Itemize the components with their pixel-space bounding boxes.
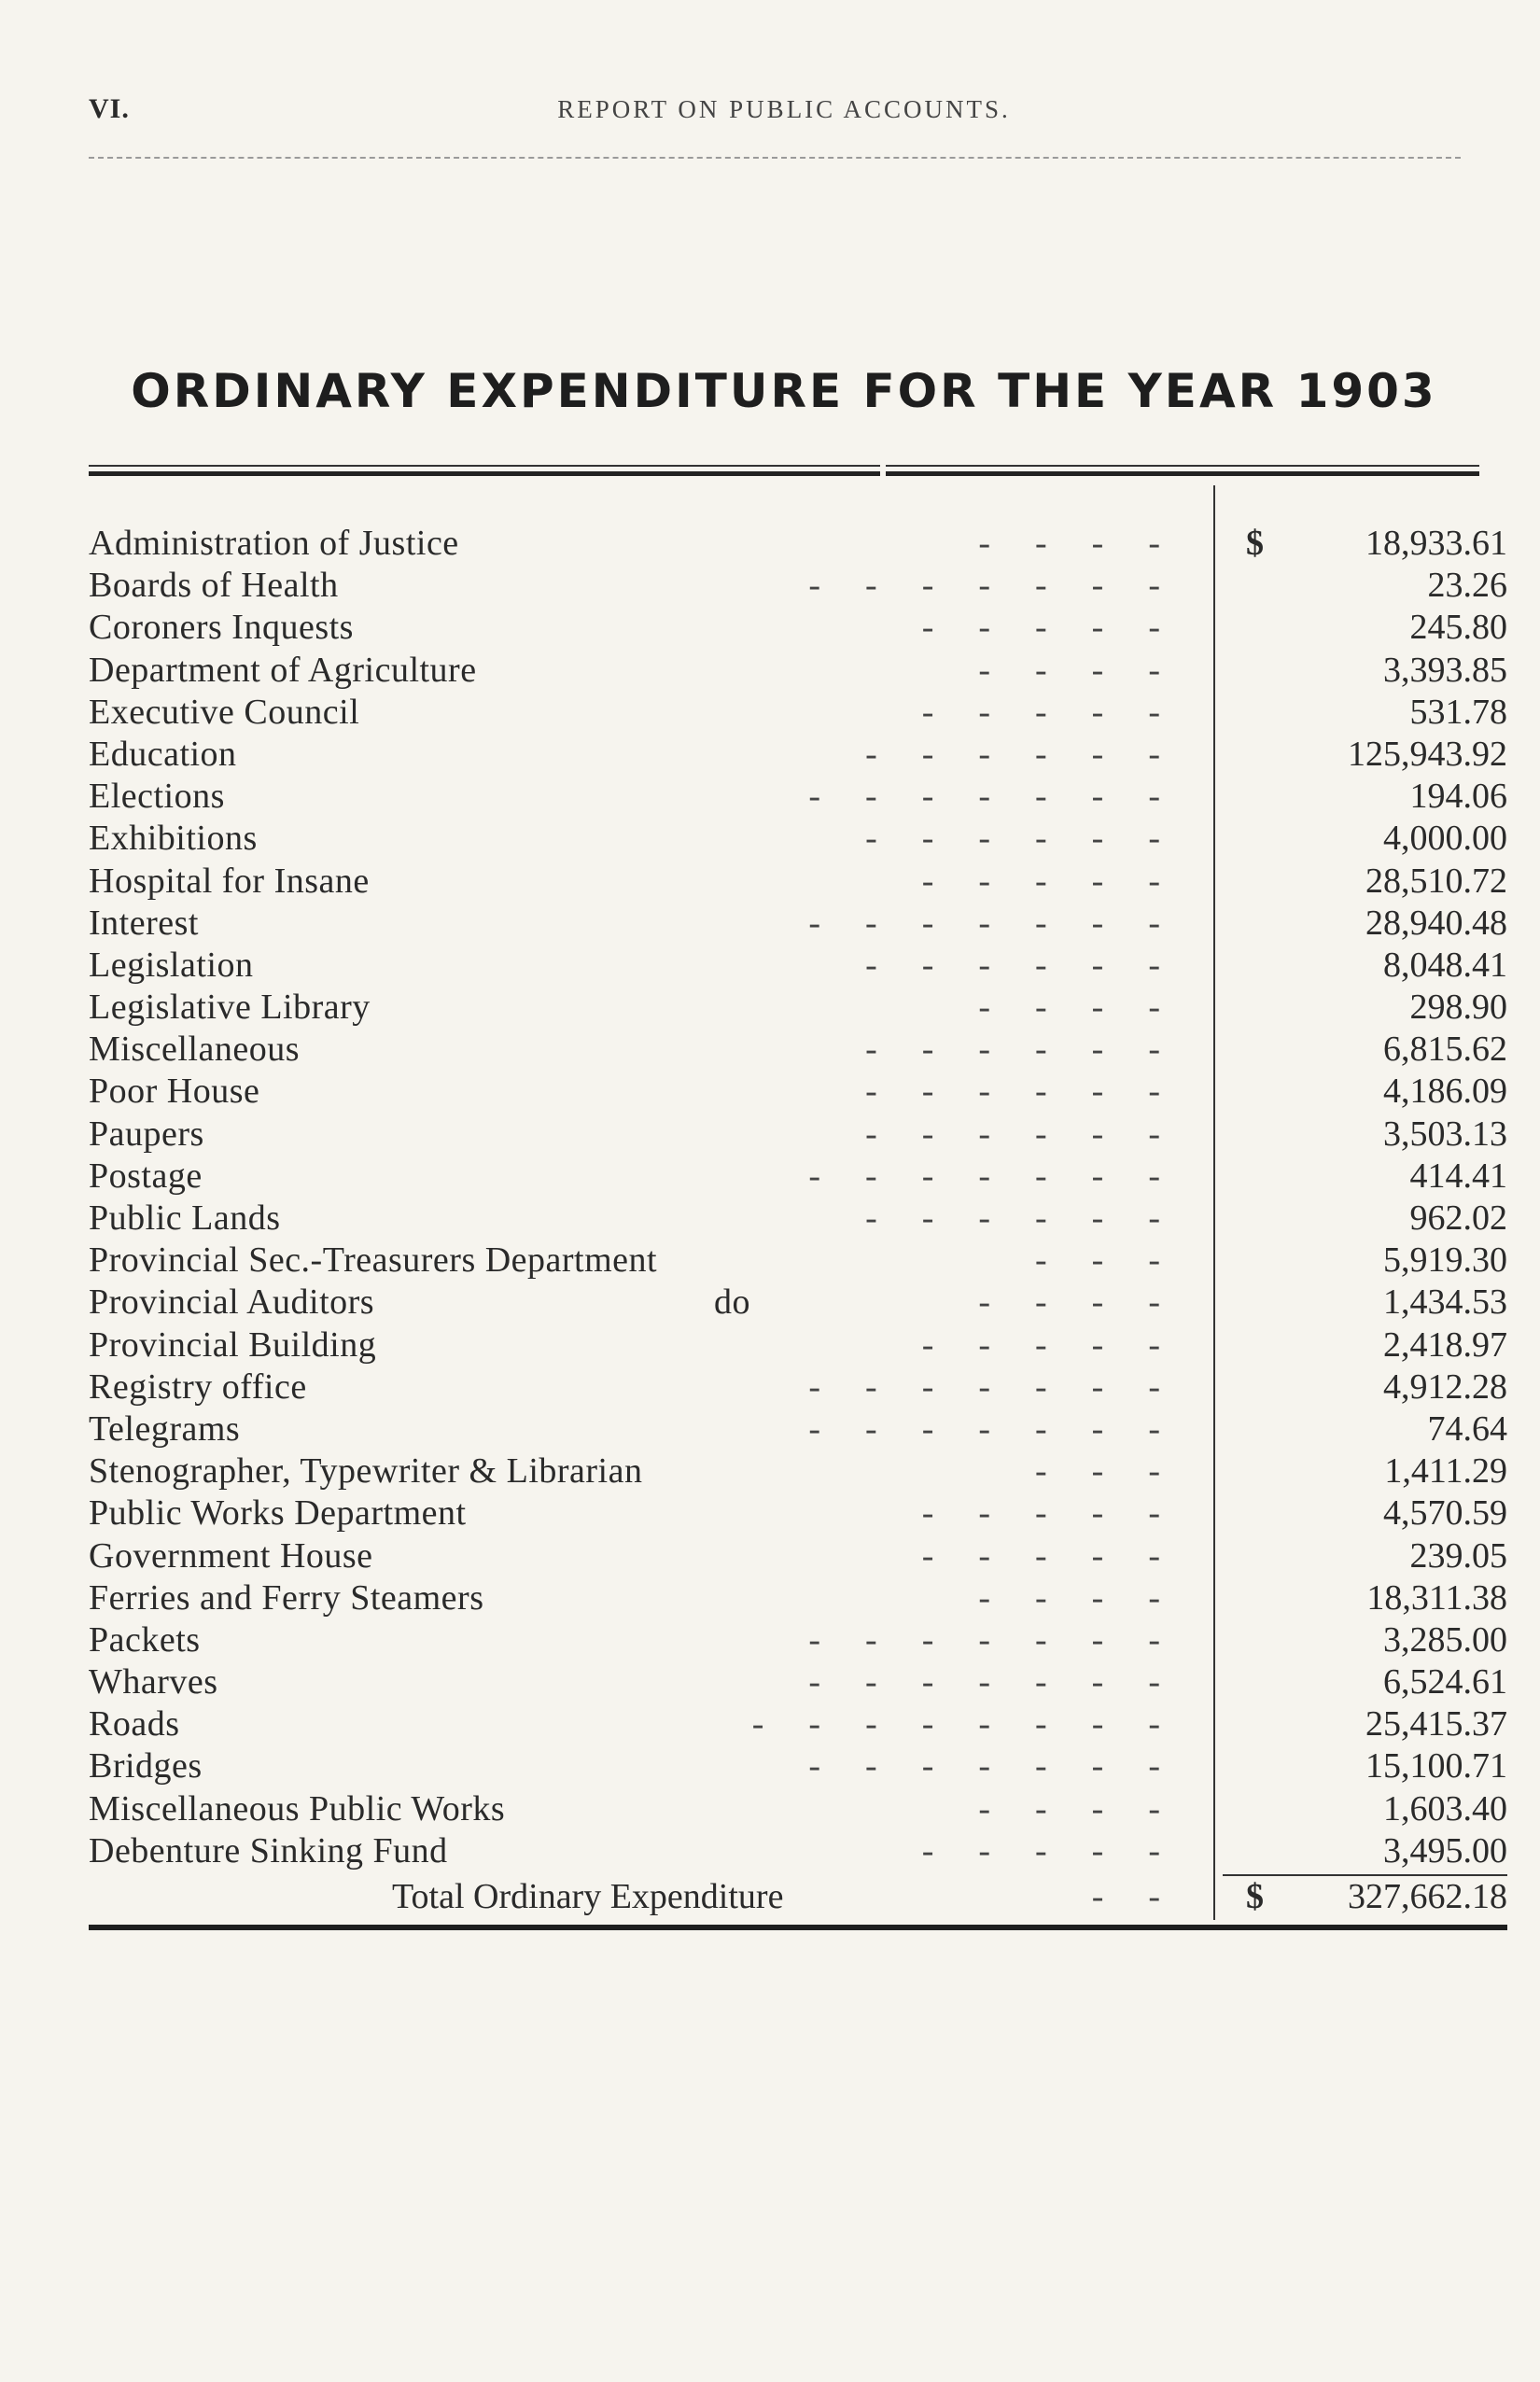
- row-label: Miscellaneous Public Works: [89, 1788, 506, 1829]
- row-amount: 531.78: [1409, 692, 1507, 732]
- table-row: [89, 1745, 1507, 1787]
- leader-dashes: - - - -: [978, 650, 1162, 690]
- table-row: [89, 1156, 1507, 1198]
- leader-dashes: - - - - -: [921, 608, 1162, 648]
- row-amount: 1,603.40: [1383, 1788, 1507, 1829]
- table-row: [89, 1661, 1507, 1703]
- leader-dashes: - - - -: [978, 1577, 1162, 1618]
- table-row: [89, 987, 1507, 1029]
- row-amount: 2,418.97: [1383, 1324, 1507, 1365]
- table-row: [89, 1619, 1507, 1661]
- row-label: Paupers: [89, 1114, 204, 1154]
- row-label: Government House: [89, 1535, 373, 1576]
- leader-dashes: - - - - - -: [865, 819, 1162, 859]
- row-amount: 125,943.92: [1348, 734, 1507, 774]
- leader-dashes: - - - - - - -: [808, 566, 1162, 606]
- table-row: [89, 945, 1507, 987]
- row-amount: 3,503.13: [1383, 1114, 1507, 1154]
- row-label: Public Works Department: [89, 1493, 467, 1534]
- row-label: Miscellaneous: [89, 1030, 301, 1070]
- leader-dashes: - - - -: [978, 988, 1162, 1028]
- leader-dashes: - - - - -: [921, 692, 1162, 732]
- row-amount: 3,393.85: [1383, 650, 1507, 690]
- row-label: Ferries and Ferry Steamers: [89, 1577, 484, 1618]
- leader-dashes: - - - - -: [921, 1324, 1162, 1365]
- total-label: Total Ordinary Expenditure: [392, 1877, 784, 1916]
- row-amount: 74.64: [1427, 1408, 1507, 1449]
- page-title: ORDINARY EXPENDITURE FOR THE YEAR 1903: [131, 364, 1437, 418]
- table-row: [89, 776, 1507, 818]
- table-row: [89, 1071, 1507, 1113]
- table-row: [89, 734, 1507, 776]
- table-row: [89, 607, 1507, 649]
- table-row: [89, 861, 1507, 903]
- leader-dashes: - - - - - - -: [808, 1619, 1162, 1660]
- leader-dashes: - - - - - - -: [808, 1408, 1162, 1449]
- row-label: Stenographer, Typewriter & Librarian: [89, 1451, 643, 1492]
- leader-dashes: - - - -: [978, 1282, 1162, 1323]
- row-amount: 23.26: [1427, 566, 1507, 606]
- leader-dashes: - - - - -: [921, 1535, 1162, 1576]
- table-row: [89, 1535, 1507, 1577]
- table-row: [89, 1703, 1507, 1745]
- leader-dashes: - - - - - -: [865, 1114, 1162, 1154]
- row-label: Legislative Library: [89, 988, 371, 1028]
- table-row: [89, 1788, 1507, 1830]
- leader-dashes: - - - - - -: [865, 1198, 1162, 1238]
- row-amount: 4,000.00: [1383, 819, 1507, 859]
- row-amount: 5,919.30: [1383, 1240, 1507, 1281]
- leader-dashes: - - -: [1035, 1240, 1162, 1281]
- table-row: [89, 1450, 1507, 1492]
- row-amount: 8,048.41: [1383, 945, 1507, 985]
- leader-dashes: - - - - - - -: [808, 903, 1162, 943]
- table-row: [89, 1240, 1507, 1282]
- row-amount: 3,495.00: [1383, 1830, 1507, 1871]
- row-label: Telegrams: [89, 1408, 241, 1449]
- row-amount: 4,570.59: [1383, 1493, 1507, 1534]
- row-amount: 962.02: [1409, 1198, 1507, 1238]
- expenditure-table: [89, 523, 1507, 1872]
- row-label: Executive Council: [89, 692, 360, 732]
- leader-dashes: - - - -: [978, 524, 1162, 563]
- row-label: Provincial Auditors: [89, 1282, 375, 1323]
- table-row: [89, 565, 1507, 607]
- row-amount: 298.90: [1409, 988, 1507, 1028]
- currency-symbol: $: [1246, 524, 1264, 563]
- row-label: Debenture Sinking Fund: [89, 1830, 448, 1871]
- row-label: Administration of Justice: [89, 524, 459, 563]
- row-amount: 18,311.38: [1366, 1577, 1507, 1618]
- row-label: Registry office: [89, 1366, 307, 1407]
- row-label: Exhibitions: [89, 819, 258, 859]
- row-label: Coroners Inquests: [89, 608, 354, 648]
- table-row: [89, 523, 1507, 565]
- row-amount: 28,510.72: [1365, 861, 1507, 901]
- row-amount: 1,434.53: [1383, 1282, 1507, 1323]
- leader-dashes: - - - - - - - -: [751, 1704, 1162, 1744]
- table-row: [89, 692, 1507, 734]
- row-amount: 6,524.61: [1383, 1662, 1507, 1702]
- table-row: [89, 1366, 1507, 1408]
- row-amount: 3,285.00: [1383, 1619, 1507, 1660]
- leader-dashes: - - - - - - -: [808, 1366, 1162, 1407]
- row-label: Wharves: [89, 1662, 218, 1702]
- row-label: Bridges: [89, 1746, 203, 1786]
- leader-dashes: - - - - - - -: [808, 777, 1162, 817]
- row-amount: 245.80: [1409, 608, 1507, 648]
- table-row: [89, 903, 1507, 945]
- total-amount: 327,662.18: [1348, 1877, 1507, 1916]
- row-label: Legislation: [89, 945, 254, 985]
- top-double-rule: [89, 465, 1479, 478]
- row-amount: 25,415.37: [1365, 1704, 1507, 1744]
- row-amount: 6,815.62: [1383, 1030, 1507, 1070]
- table-row: [89, 818, 1507, 860]
- row-label: Poor House: [89, 1072, 260, 1112]
- row-amount: 1,411.29: [1384, 1451, 1507, 1492]
- table-row: [89, 1577, 1507, 1619]
- table-row: [89, 1198, 1507, 1240]
- row-label: Interest: [89, 903, 199, 943]
- page-header: [89, 93, 1479, 136]
- currency-symbol: $: [1246, 1877, 1264, 1916]
- leader-dashes: - - - - - - -: [808, 1746, 1162, 1786]
- leader-dashes: - - - - -: [921, 1830, 1162, 1871]
- row-label: Postage: [89, 1156, 203, 1196]
- row-amount: 414.41: [1409, 1156, 1507, 1196]
- row-amount: 18,933.61: [1365, 524, 1507, 563]
- leader-dashes: - - - -: [978, 1788, 1162, 1829]
- ditto-mark: do: [714, 1282, 750, 1323]
- row-label: Boards of Health: [89, 566, 339, 606]
- row-label: Education: [89, 734, 237, 774]
- header-rule: [89, 157, 1461, 159]
- table-row: [89, 1492, 1507, 1534]
- row-label: Roads: [89, 1704, 180, 1744]
- row-label: Provincial Building: [89, 1324, 377, 1365]
- leader-dashes: - - - - - -: [865, 1072, 1162, 1112]
- leader-dashes: - - - - - -: [865, 734, 1162, 774]
- row-amount: 4,912.28: [1383, 1366, 1507, 1407]
- leader-dashes: - - - - -: [921, 1493, 1162, 1534]
- leader-dashes: - - - - -: [921, 861, 1162, 901]
- table-row: [89, 1029, 1507, 1071]
- row-label: Packets: [89, 1619, 201, 1660]
- leader-dashes: - - -: [1035, 1451, 1162, 1492]
- row-amount: 239.05: [1409, 1535, 1507, 1576]
- table-row: [89, 1830, 1507, 1872]
- row-label: Provincial Sec.-Treasurers Department: [89, 1240, 658, 1281]
- table-row: [89, 1408, 1507, 1450]
- leader-dashes: - -: [1091, 1877, 1162, 1916]
- leader-dashes: - - - - - -: [865, 945, 1162, 985]
- bottom-rule: [89, 1925, 1507, 1934]
- total-row: [89, 1876, 1507, 1918]
- page-number: VI.: [89, 93, 130, 124]
- table-row: [89, 1324, 1507, 1366]
- row-label: Public Lands: [89, 1198, 281, 1238]
- table-row: [89, 650, 1507, 692]
- leader-dashes: - - - - - - -: [808, 1156, 1162, 1196]
- row-label: Elections: [89, 777, 225, 817]
- row-amount: 15,100.71: [1365, 1746, 1507, 1786]
- row-amount: 4,186.09: [1383, 1072, 1507, 1112]
- table-row: [89, 1282, 1507, 1324]
- running-head: REPORT ON PUBLIC ACCOUNTS.: [557, 95, 1011, 123]
- leader-dashes: - - - - - -: [865, 1030, 1162, 1070]
- row-amount: 28,940.48: [1365, 903, 1507, 943]
- table-row: [89, 1114, 1507, 1156]
- leader-dashes: - - - - - - -: [808, 1662, 1162, 1702]
- row-label: Department of Agriculture: [89, 650, 477, 690]
- row-label: Hospital for Insane: [89, 861, 370, 901]
- row-amount: 194.06: [1409, 777, 1507, 817]
